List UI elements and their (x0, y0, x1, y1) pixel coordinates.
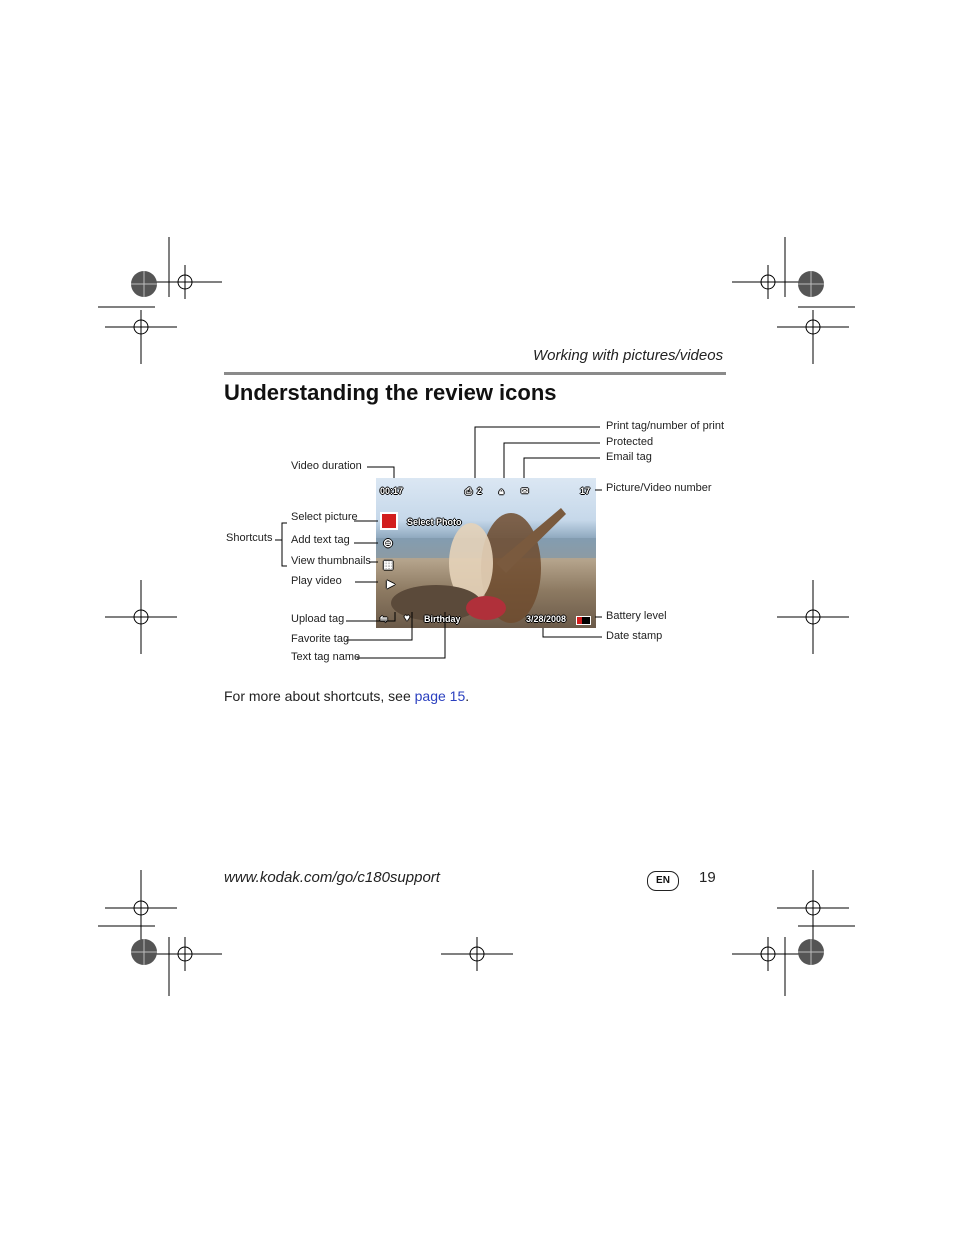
language-badge: EN (647, 871, 679, 891)
label-picture-number: Picture/Video number (606, 482, 712, 494)
text-tag-name-value: Birthday (424, 614, 461, 624)
page-number: 19 (699, 869, 716, 886)
label-upload-tag: Upload tag (291, 613, 345, 625)
label-email-tag: Email tag (606, 451, 652, 463)
date-stamp-value: 3/28/2008 (526, 614, 567, 624)
shortcuts-paragraph (224, 688, 469, 704)
upload-tag-icon: ⇋ (380, 614, 388, 624)
favorite-heart-icon: ♥ (404, 613, 410, 624)
label-date-stamp: Date stamp (606, 630, 663, 642)
video-duration-value: 00:17 (380, 486, 404, 496)
view-thumbnails-icon[interactable]: ▦ (383, 559, 394, 571)
email-icon: ✉ (521, 486, 529, 496)
label-select-picture: Select picture (291, 511, 358, 523)
label-battery-level: Battery level (606, 610, 667, 622)
label-protected: Protected (606, 436, 654, 448)
section-title: Working with pictures/videos (533, 347, 724, 364)
label-shortcuts: Shortcuts (226, 532, 273, 544)
label-text-tag-name: Text tag name (291, 651, 361, 663)
label-favorite-tag: Favorite tag (291, 633, 350, 645)
label-view-thumbnails: View thumbnails (291, 555, 371, 567)
label-video-duration: Video duration (291, 460, 362, 472)
select-photo-label: Select Photo (407, 517, 462, 527)
label-play-video: Play video (291, 575, 342, 587)
print-count: 2 (477, 486, 483, 496)
print-tag-icon: ⎙ (465, 486, 473, 496)
support-url[interactable]: www.kodak.com/go/c180support (224, 869, 440, 886)
page-title: Understanding the review icons (224, 380, 557, 405)
shortcuts-end: . (465, 688, 470, 704)
picture-number-value: 17 (580, 486, 591, 496)
play-video-icon[interactable]: ▶ (387, 579, 395, 590)
shortcuts-text: For more about shortcuts, see (224, 688, 415, 704)
label-add-text-tag: Add text tag (291, 534, 350, 546)
label-print-tag: Print tag/number of print (606, 420, 725, 432)
add-text-tag-icon[interactable]: ⊜ (383, 536, 394, 550)
page-15-link[interactable]: page 15 (414, 688, 466, 704)
protected-icon: 🔒︎ (499, 486, 504, 496)
